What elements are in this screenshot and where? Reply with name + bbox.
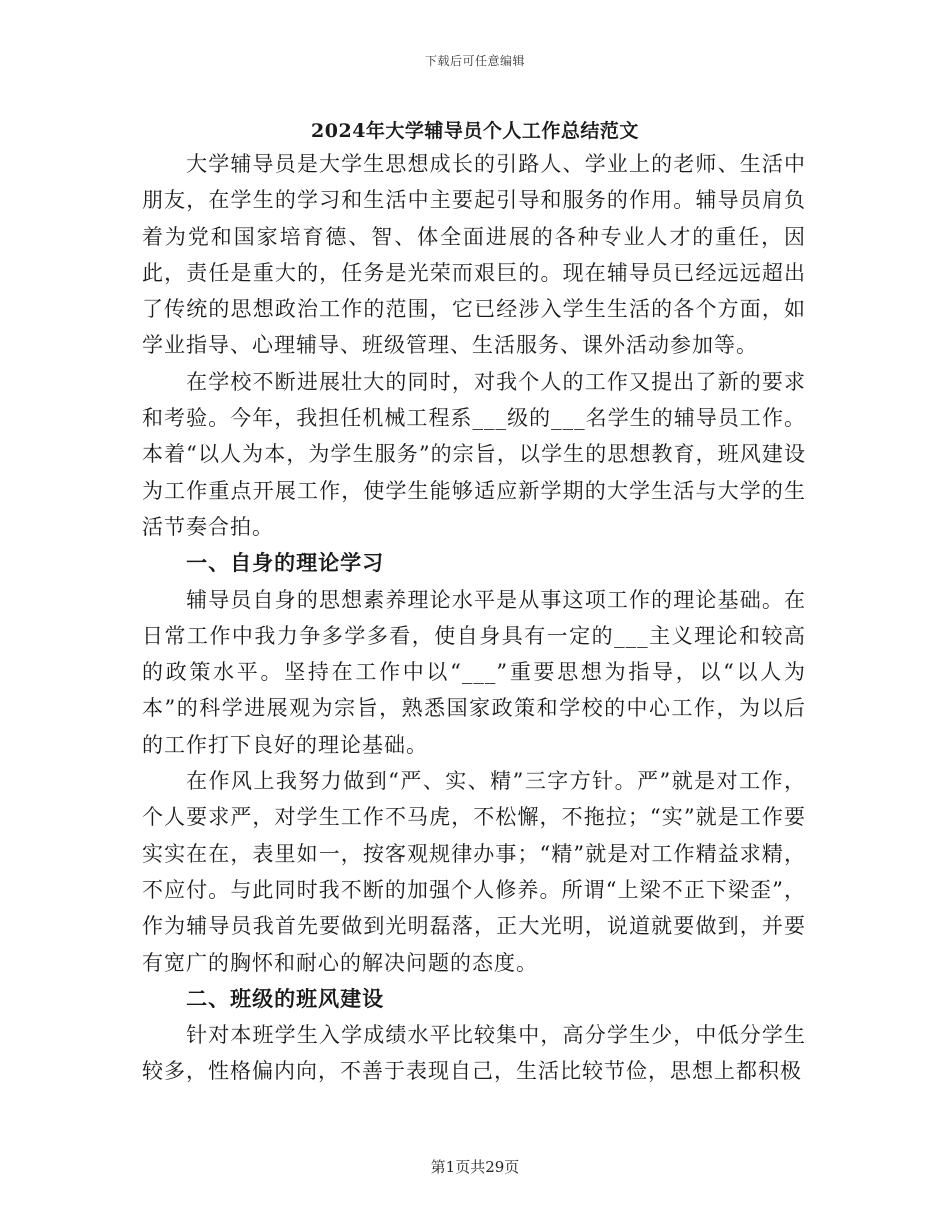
paragraph-role: 在学校不断进展壮大的同时，对我个人的工作又提出了新的要求和考验。今年，我担任机械工程系___级的___名学生的辅导员工作。本着“以人为本，为学生服务”的宗旨，以学生的思想教育，班风建设为工作重点开展工作，使学生能够适应新学期的大学生活与大学的生活节奏合拍。 [142, 369, 806, 539]
paragraph-class: 针对本班学生入学成绩水平比较集中，高分学生少，中低分学生较多，性格偏内向，不善于表现自己，生活比较节俭，思想上都积极 [142, 1023, 806, 1084]
paragraph-intro: 大学辅导员是大学生思想成长的引路人、学业上的老师、生活中朋友，在学生的学习和生活中主要起引导和服务的作用。辅导员肩负着为党和国家培育德、智、体全面进展的各种专业人才的重任，因此，责任是重大的，任务是光荣而艰巨的。现在辅导员已经远远超出了传统的思想政治工作的范围，它已经涉入学生生活的各个方面，如学业指导、心理辅导、班级管理、生活服务、课外活动参加等。 [142, 152, 806, 358]
paragraph-theory: 辅导员自身的思想素养理论水平是从事这项工作的理论基础。在日常工作中我力争多学多看，使自身具有一定的___主义理论和较高的政策水平。坚持在工作中以“___”重要思想为指导，以“以人为本”的科学进展观为宗旨，熟悉国家政策和学校的中心工作，为以后的工作打下良好的理论基础。 [142, 587, 806, 757]
section-heading-class: 二、班级的班风建设 [186, 985, 385, 1011]
page-number: 第1页共29页 [430, 1158, 520, 1176]
page-header-note: 下载后可任意编辑 [424, 54, 525, 68]
section-heading-theory: 一、自身的理论学习 [186, 550, 385, 576]
document-title: 2024年大学辅导员个人工作总结范文 [311, 120, 639, 142]
document-body [142, 146, 806, 1090]
paragraph-style: 在作风上我努力做到“严、实、精”三字方针。严”就是对工作，个人要求严，对学生工作不马虎，不松懈，不拖拉；“实”就是工作要实实在在，表里如一，按客观规律办事；“精”就是对工作精益求精，不应付。与此同时我不断的加强个人修养。所谓“上梁不正下梁歪”，作为辅导员我首先要做到光明磊落，正大光明，说道就要做到，并要有宽广的胸怀和耐心的解决问题的态度。 [142, 769, 806, 975]
